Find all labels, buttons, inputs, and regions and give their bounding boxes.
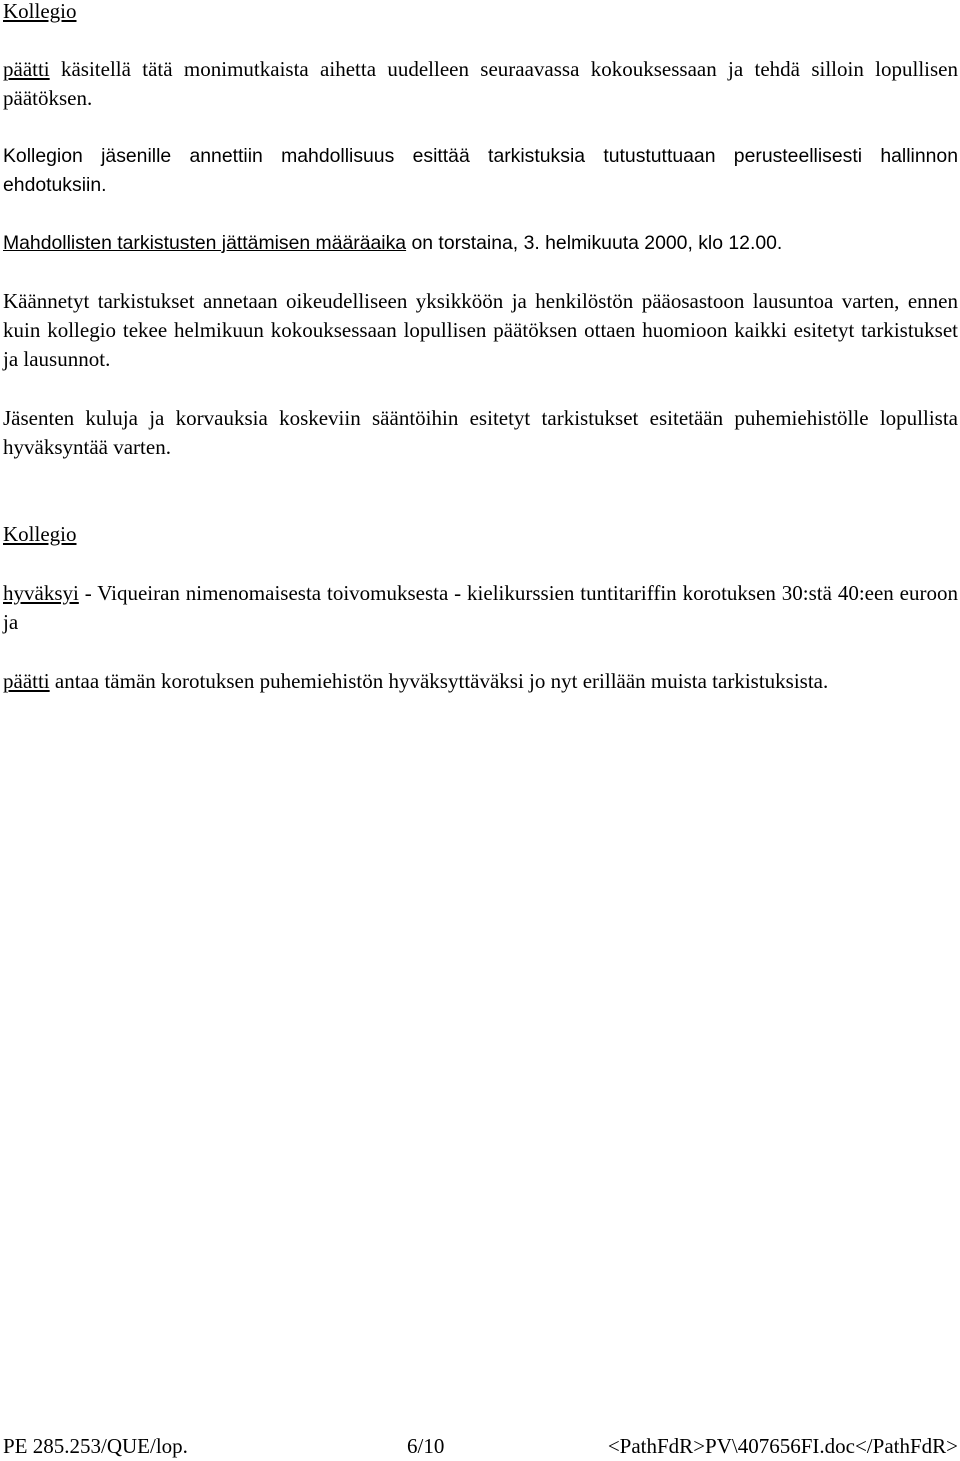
- paragraph-text: käsitellä tätä monimutkaista aihetta uudelleen seuraavassa kokouksessaan ja tehdä silloin lopullisen päätöksen.: [3, 57, 958, 110]
- footer-page-number: 6/10: [407, 1434, 445, 1458]
- page-footer: [3, 1432, 958, 1461]
- section-heading-kollegio-2: Kollegio: [3, 522, 77, 546]
- deadline-label: Mahdollisten tarkistusten jättämisen määräaika: [3, 232, 407, 254]
- paragraph-deadline: [3, 229, 958, 258]
- decision-verb-hyvaksyi: hyväksyi: [3, 581, 79, 605]
- decision-verb-paatti-2: päätti: [3, 669, 50, 693]
- document-page: [3, 0, 958, 1460]
- paragraph-decision-revisit: [3, 55, 958, 113]
- paragraph-members-expenses: Jäsenten kuluja ja korvauksia koskeviin sääntöihin esitetyt tarkistukset esitetään puhemiehistölle lopullista hyväksyntää varten.: [3, 406, 958, 459]
- decision-verb-paatti-1: päätti: [3, 57, 50, 81]
- paragraph-translated-amendments: Käännetyt tarkistukset annetaan oikeudelliseen yksikköön ja henkilöstön pääosastoon lausuntoa varten, ennen kuin kollegio tekee helmikuun kokouksessaan lopullisen päätöksen ottaen huomioon kaikki esitetyt tarkistukset ja lausunnot.: [3, 289, 958, 371]
- paragraph-submit-to-bureau: [3, 667, 958, 696]
- deadline-text: on torstaina, 3. helmikuuta 2000, klo 12.00.: [406, 232, 783, 254]
- footer-file-path: <PathFdR>PV\407656FI.doc</PathFdR>: [607, 1434, 958, 1458]
- paragraph-text: - Viqueiran nimenomaisesta toivomuksesta - kielikurssien tuntitariffin korotuksen 30:stä 40:een euroon ja: [3, 581, 958, 634]
- section-heading-kollegio-1: Kollegio: [3, 0, 77, 23]
- paragraph-text: antaa tämän korotuksen puhemiehistön hyväksyttäväksi jo nyt erillään muista tarkistuksista.: [49, 669, 829, 693]
- paragraph-approval-tariff: [3, 579, 958, 637]
- paragraph-amendments-opportunity: Kollegion jäsenille annettiin mahdollisuus esittää tarkistuksia tutustuttuaan perusteellisesti hallinnon ehdotuksiin.: [3, 145, 958, 196]
- footer-reference: PE 285.253/QUE/lop.: [3, 1434, 188, 1458]
